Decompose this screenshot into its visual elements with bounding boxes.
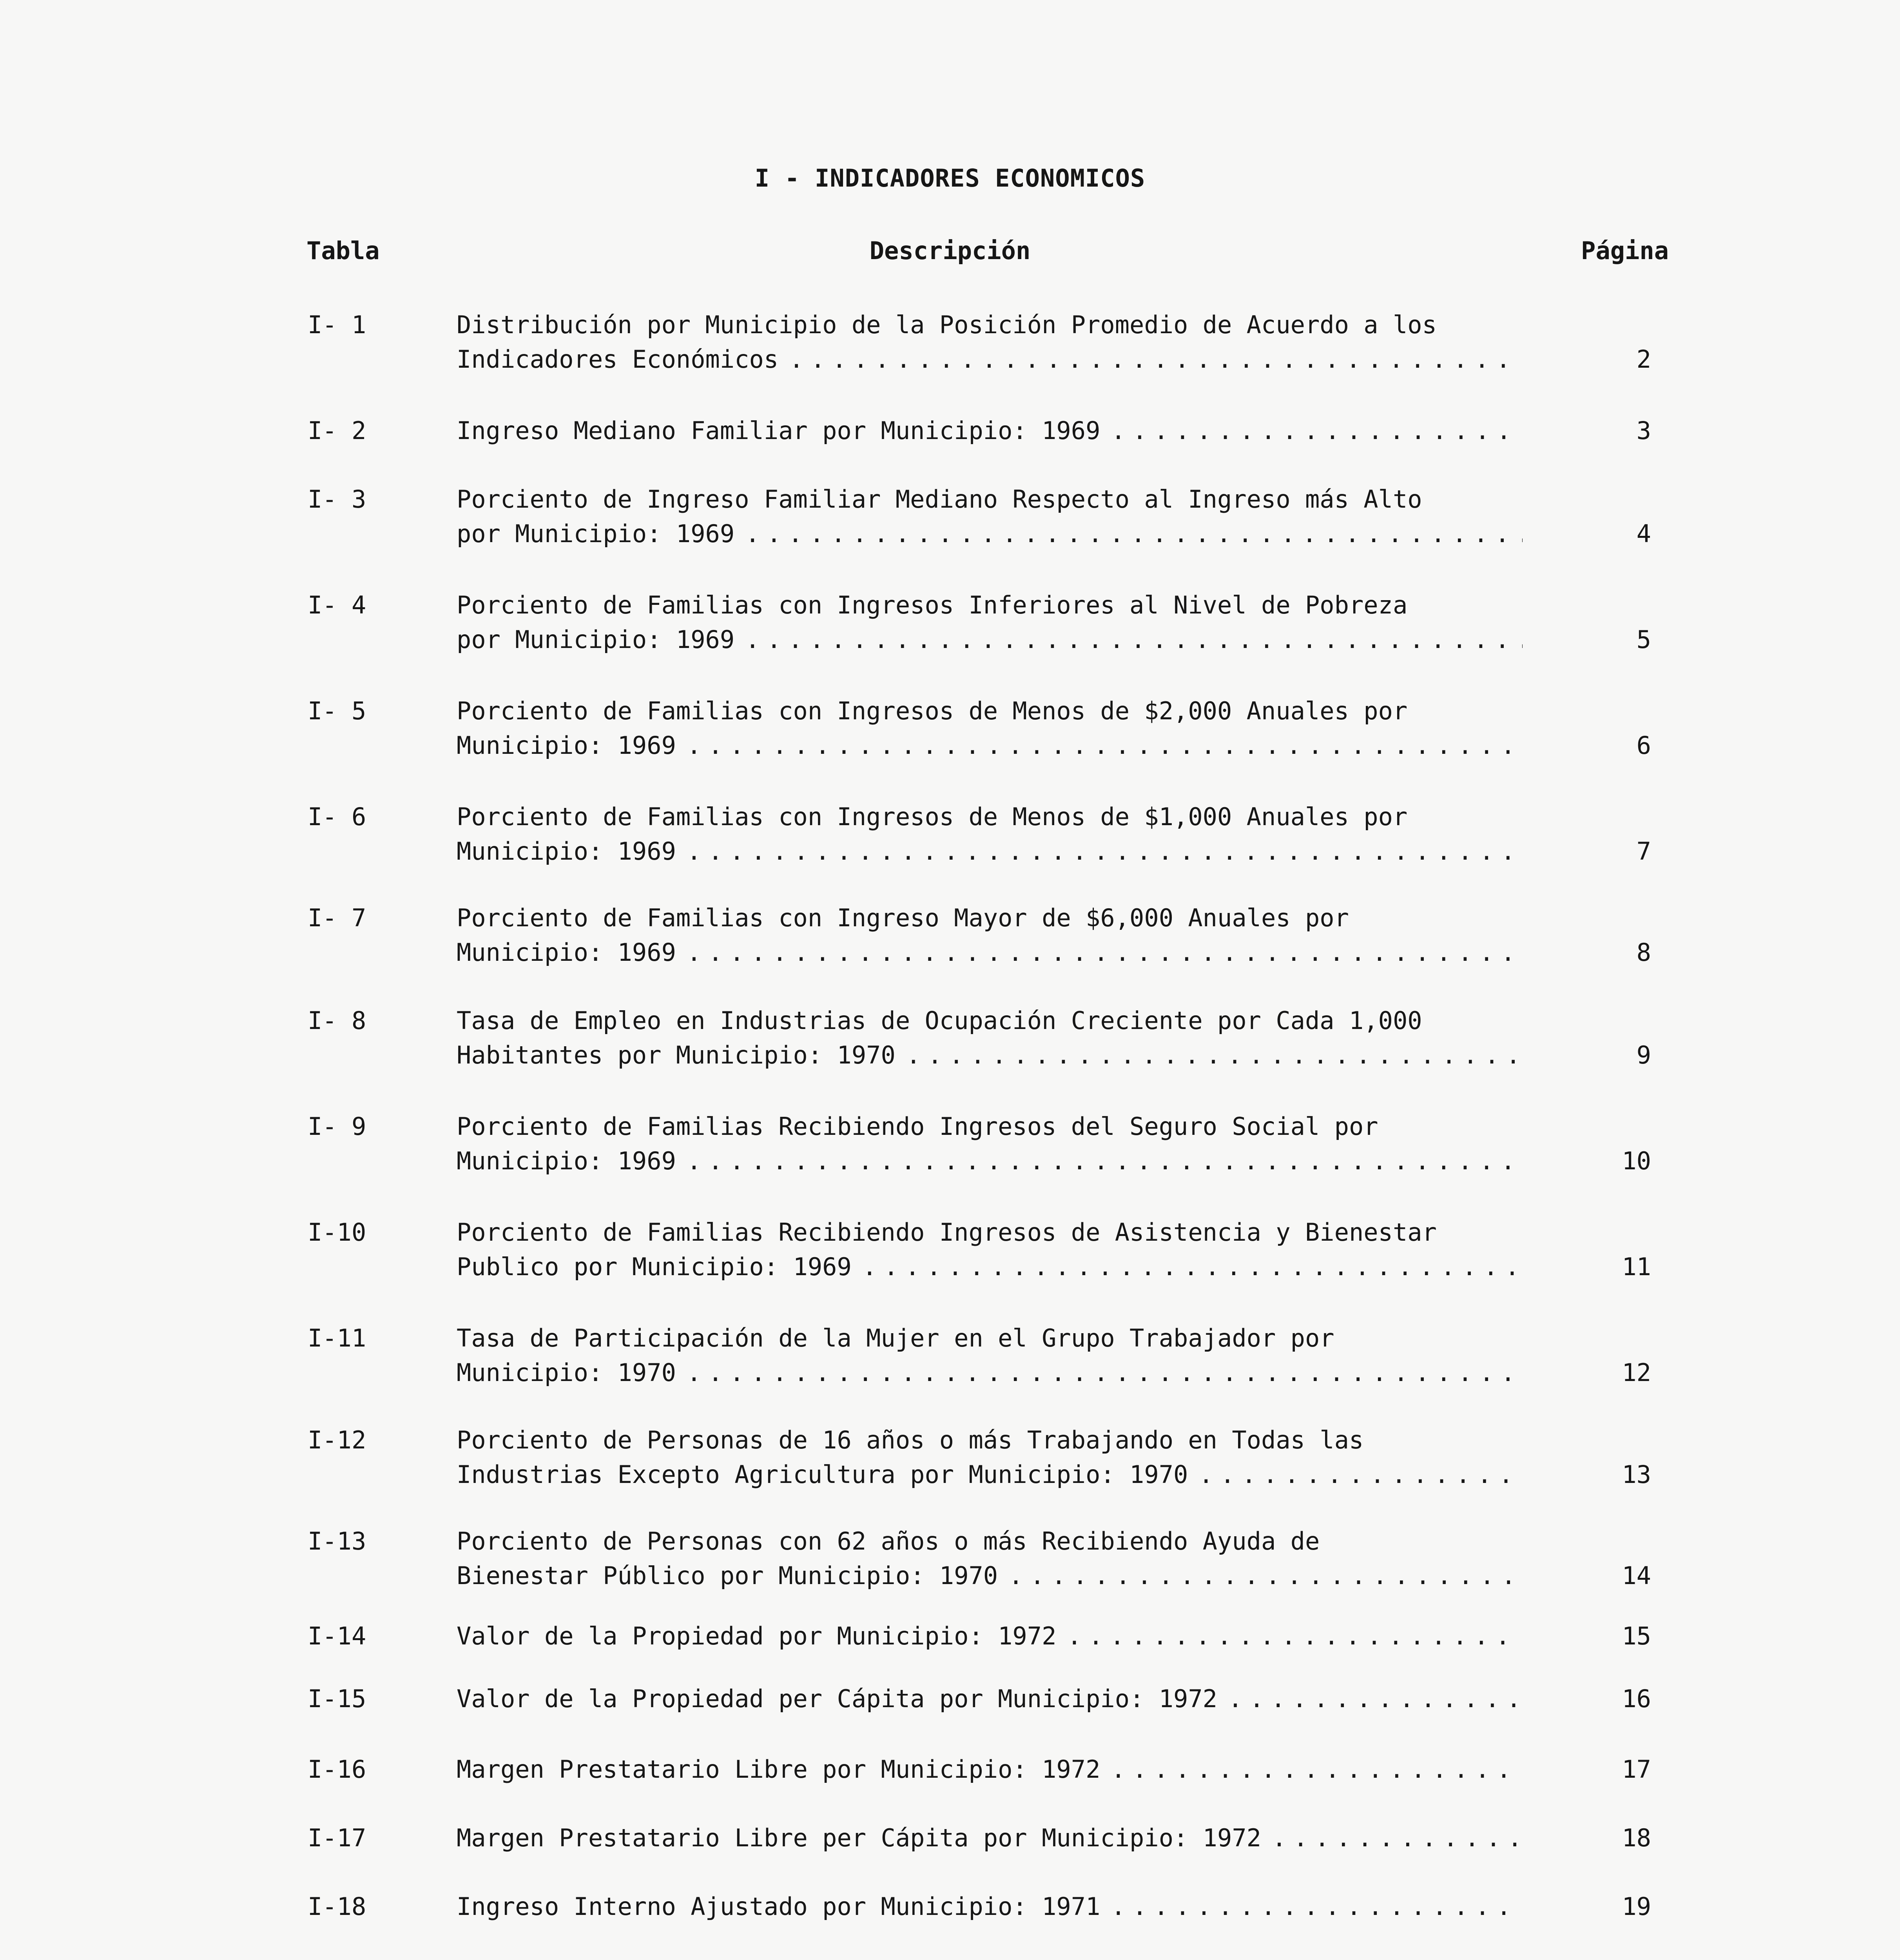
toc-entry-page: 2 [1636,345,1651,374]
toc-entry-description-line: Porciento de Ingreso Familiar Mediano Respecto al Ingreso más Alto [457,485,1422,514]
toc-entry-number: I-11 [308,1324,366,1352]
toc-entry-description [457,414,1523,448]
toc-entry-description-line: por Municipio: 1969 . . . [457,517,1523,551]
toc-entry-number: I- 6 [308,802,366,831]
toc-entry-number: I-16 [308,1755,366,1784]
toc-entry-number: I-18 [308,1892,366,1921]
toc-entry-number: I-10 [308,1218,366,1247]
toc-entry-number: I-13 [308,1527,366,1555]
toc-entry-description [457,1682,1523,1716]
toc-entry-number: I-17 [308,1824,366,1852]
column-header-pagina: Página [1581,236,1669,265]
toc-entry-page [1622,1958,1651,1960]
toc-entry-page: 3 [1636,416,1651,445]
toc-entry-page: 10 [1622,1147,1651,1175]
toc-entry-description-line: Ingreso Mediano Familiar por Municipio: 1969 . . . [457,414,1523,448]
toc-entry-page: 9 [1636,1041,1651,1069]
toc-entry-page: 5 [1636,625,1651,654]
toc-entry-number: I- 3 [308,485,366,514]
toc-entry-description-line: Municipio: 1970 . . . [457,1356,1523,1390]
toc-entry-number: I- 4 [308,591,366,619]
toc-entry-number: I- 2 [308,416,366,445]
toc-entry-description-line: Habitantes por Municipio: 1970 . . . [457,1038,1523,1073]
toc-entry-description-line: Bienestar Público por Municipio: 1970 . . . [457,1559,1523,1593]
toc-entry-description-line: Porciento de Familias Recibiendo Ingresos de Asistencia y Bienestar [457,1218,1437,1247]
toc-entry-number: I-14 [308,1622,366,1650]
toc-entry-description [457,1752,1523,1787]
toc-entry-page: 13 [1622,1460,1651,1489]
toc-entry-description [457,1524,1523,1593]
toc-entry-number [308,1958,366,1960]
toc-entry-description [457,1109,1523,1178]
toc-entry-page: 7 [1636,837,1651,866]
toc-entry-description-line: Porciento de Familias Recibiendo Ingresos del Seguro Social por [457,1112,1378,1141]
toc-entry-description [457,1215,1523,1284]
column-header-descripcion: Descripción [869,236,1031,265]
toc-entry-description [457,1889,1523,1924]
toc-entry-page: 4 [1636,519,1651,548]
toc-entry-description [457,1958,1523,1960]
toc-entry-page: 8 [1636,938,1651,967]
toc-entry-description-line: Tasa de Participación de la Mujer en el Grupo Trabajador por [457,1324,1334,1352]
toc-entry-description-line: Municipio: 1969 . . . [457,935,1523,970]
page-title: I - INDICADORES ECONOMICOS [754,164,1146,192]
toc-entry-page: 16 [1622,1684,1651,1713]
toc-entry-description-line: por Municipio: 1969 . . . [457,622,1523,657]
toc-entry-page: 6 [1636,731,1651,760]
toc-entry-description [457,308,1523,377]
toc-entry-number: I-12 [308,1426,366,1454]
toc-entry-description-line: Municipio: 1969 . . . [457,834,1523,869]
toc-entry-page: 14 [1622,1561,1651,1590]
toc-entry-description-line: Porciento de Familias con Ingreso Mayor de $6,000 Anuales por [457,904,1349,932]
toc-entry-description [457,1321,1523,1390]
toc-entry-number: I- 1 [308,310,366,339]
toc-entry-page: 19 [1622,1892,1651,1921]
toc-entry-description-line: Municipio: 1969 . . . [457,1144,1523,1178]
toc-entry-description-line: Distribución por Municipio de la Posición Promedio de Acuerdo a los [457,310,1437,339]
toc-entry-number: I- 8 [308,1006,366,1035]
toc-entry-number: I- 7 [308,904,366,932]
toc-entry-description-line: Margen Prestatario Libre por Municipio: 1972 . . . [457,1752,1523,1787]
toc-entry-description-line: Porciento de Personas de 16 años o más Trabajando en Todas las [457,1426,1364,1454]
toc-entry-description-line: Valor de la Propiedad per Cápita por Municipio: 1972 . . . [457,1682,1523,1716]
toc-entry-page: 15 [1622,1622,1651,1650]
toc-entry-description-line: Industrias Excepto Agricultura por Municipio: 1970 . . . [457,1457,1523,1492]
toc-entry-description [457,1821,1523,1855]
toc-entry-description [457,1423,1523,1492]
toc-entry-page: 17 [1622,1755,1651,1784]
toc-entry-description-line: Porciento de Familias con Ingresos de Menos de $2,000 Anuales por [457,697,1408,725]
toc-entry-description-line: Ingreso Interno Ajustado por Municipio: 1971 . . . [457,1889,1523,1924]
toc-entry-description-line: Municipio: 1969 . . . [457,728,1523,763]
toc-entry-description-line: Tasa de Empleo en Industrias de Ocupación Creciente por Cada 1,000 [457,1006,1422,1035]
toc-entry-description-line: Porciento de Personas con 62 años o más Recibiendo Ayuda de [457,1527,1320,1555]
toc-entry-description-line: Valor de la Propiedad por Municipio: 1972 . . . [457,1619,1523,1653]
toc-entry-number: I-15 [308,1684,366,1713]
column-header-tabla: Tabla [306,236,380,265]
toc-entry-description [457,901,1523,970]
toc-entry-description-line: Margen Prestatario Libre per Cápita por Municipio: 1972 . . . [457,1821,1523,1855]
toc-entry-description-line: Porciento de Familias con Ingresos de Menos de $1,000 Anuales por [457,802,1408,831]
toc-entry-description [457,800,1523,869]
toc-entry-page: 18 [1622,1824,1651,1852]
toc-entry-description [457,1004,1523,1073]
toc-entry-description-line: Publico por Municipio: 1969 . . . [457,1250,1523,1284]
toc-entry-description [457,588,1523,657]
toc-entry-description [457,694,1523,763]
toc-entry-description-line: Indicadores Económicos . . . [457,342,1523,377]
toc-entry-description [457,1619,1523,1653]
toc-entry-page: 12 [1622,1358,1651,1387]
toc-entry-page: 11 [1622,1252,1651,1281]
toc-entry-description-line: Porciento de Familias con Ingresos Inferiores al Nivel de Pobreza [457,591,1408,619]
toc-entry-description-line [457,1958,1523,1960]
toc-entry-number: I- 9 [308,1112,366,1141]
toc-entry-description [457,482,1523,551]
toc-entry-number: I- 5 [308,697,366,725]
